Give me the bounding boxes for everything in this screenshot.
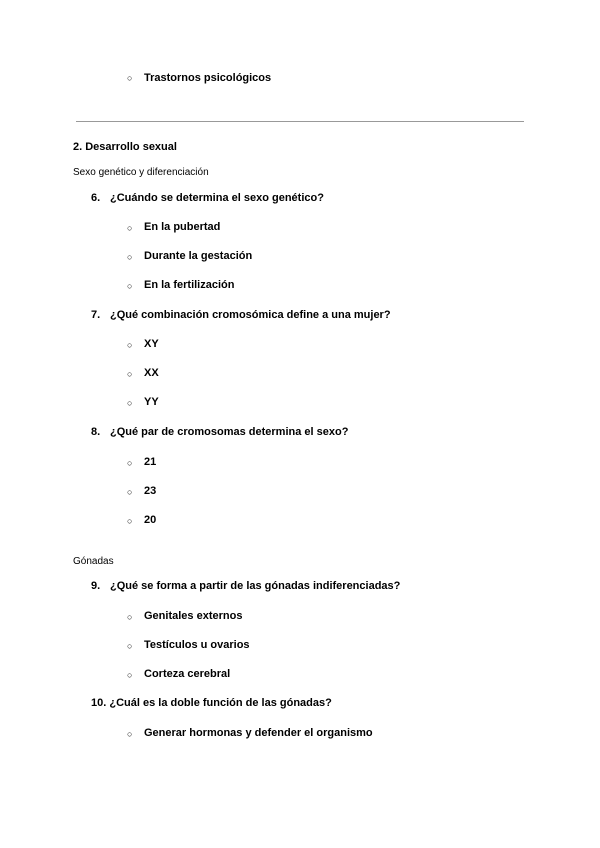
option-text: Corteza cerebral [144, 668, 231, 680]
option-text: XY [144, 338, 159, 350]
option-text: 21 [144, 456, 157, 468]
question-9 [91, 580, 400, 593]
option-text: Testículos u ovarios [144, 639, 250, 651]
option-bullet: ○ [127, 729, 133, 739]
option-text: 20 [144, 514, 157, 526]
subsection-title: Sexo genético y diferenciación [73, 167, 209, 178]
option-bullet: ○ [127, 252, 133, 262]
option-text: En la pubertad [144, 221, 221, 233]
question-number: 8. [91, 426, 101, 438]
horizontal-divider [76, 121, 524, 122]
option-bullet: ○ [127, 73, 133, 83]
option-text: Trastornos psicológicos [144, 72, 272, 84]
option-text: Generar hormonas y defender el organismo [144, 727, 373, 739]
option-bullet: ○ [127, 612, 133, 622]
option-bullet: ○ [127, 223, 133, 233]
option-bullet: ○ [127, 516, 133, 526]
question-text: ¿Cuándo se determina el sexo genético? [110, 192, 324, 204]
question-text: ¿Qué se forma a partir de las gónadas indiferenciadas? [110, 580, 401, 592]
option-text: 23 [144, 485, 157, 497]
subsection-title: Gónadas [73, 556, 114, 567]
question-number: 7. [91, 309, 101, 321]
question-8 [91, 426, 348, 439]
option-bullet: ○ [127, 281, 133, 291]
question-text: ¿Qué par de cromosomas determina el sexo? [110, 426, 349, 438]
option-bullet: ○ [127, 670, 133, 680]
option-bullet: ○ [127, 369, 133, 379]
option-text: Genitales externos [144, 610, 243, 622]
question-7 [91, 309, 391, 322]
option-text: Durante la gestación [144, 250, 253, 262]
option-text: XX [144, 367, 159, 379]
question-10 [91, 697, 332, 710]
question-text: ¿Qué combinación cromosómica define a una mujer? [110, 309, 391, 321]
question-number: 6. [91, 192, 101, 204]
option-bullet: ○ [127, 340, 133, 350]
question-number: 10. [91, 697, 107, 709]
option-bullet: ○ [127, 458, 133, 468]
option-bullet: ○ [127, 641, 133, 651]
question-number: 9. [91, 580, 101, 592]
option-text: En la fertilización [144, 279, 235, 291]
option-bullet: ○ [127, 487, 133, 497]
option-bullet: ○ [127, 398, 133, 408]
option-text: YY [144, 396, 159, 408]
question-text: ¿Cuál es la doble función de las gónadas? [109, 697, 332, 709]
section-title: 2. Desarrollo sexual [73, 141, 177, 153]
question-6 [91, 192, 324, 205]
